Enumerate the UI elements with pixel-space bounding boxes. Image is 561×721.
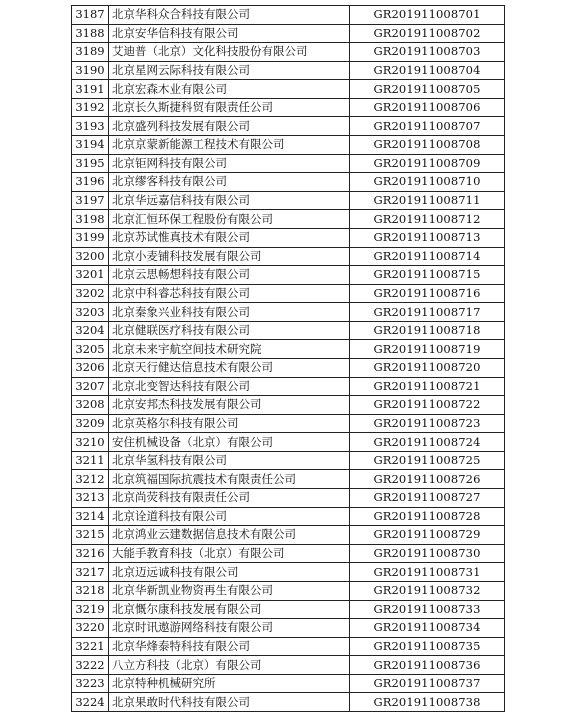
certificate-number-cell: GR201911008734 [350, 619, 505, 638]
company-name-cell: 北京安华信科技有限公司 [109, 24, 350, 43]
company-name-cell: 大能手教育科技（北京）有限公司 [109, 544, 350, 563]
company-name-cell: 北京迈远诚科技有限公司 [109, 563, 350, 582]
row-number-cell: 3224 [72, 693, 109, 712]
certificate-number-cell: GR201911008727 [350, 489, 505, 508]
company-name-cell: 艾迪普（北京）文化科技股份有限公司 [109, 43, 350, 62]
certificate-number-cell: GR201911008705 [350, 80, 505, 99]
table-row [72, 358, 505, 377]
company-name-cell: 北京长久斯捷科贸有限责任公司 [109, 98, 350, 117]
company-name-cell: 北京小麦铺科技发展有限公司 [109, 247, 350, 266]
company-name-cell: 北京云思畅想科技有限公司 [109, 266, 350, 285]
table-row [72, 98, 505, 117]
row-number-cell: 3202 [72, 284, 109, 303]
table-row [72, 80, 505, 99]
company-name-cell: 北京北变智达科技有限公司 [109, 377, 350, 396]
company-name-cell: 八立方科技（北京）有限公司 [109, 656, 350, 675]
table-row [72, 266, 505, 285]
row-number-cell: 3207 [72, 377, 109, 396]
company-name-cell: 北京中科睿芯科技有限公司 [109, 284, 350, 303]
company-name-cell: 北京钜网科技有限公司 [109, 154, 350, 173]
row-number-cell: 3188 [72, 24, 109, 43]
company-name-cell: 北京筑福国际抗震技术有限责任公司 [109, 470, 350, 489]
row-number-cell: 3210 [72, 433, 109, 452]
row-number-cell: 3197 [72, 191, 109, 210]
certificate-number-cell: GR201911008717 [350, 303, 505, 322]
row-number-cell: 3190 [72, 61, 109, 80]
company-name-cell: 北京未来宇航空间技术研究院 [109, 340, 350, 359]
table-row [72, 340, 505, 359]
table-row [72, 637, 505, 656]
certificate-number-cell: GR201911008713 [350, 228, 505, 247]
certificate-number-cell: GR201911008708 [350, 136, 505, 155]
table-row [72, 581, 505, 600]
table-row [72, 619, 505, 638]
company-name-cell: 北京诠道科技有限公司 [109, 507, 350, 526]
row-number-cell: 3194 [72, 136, 109, 155]
certificate-number-cell: GR201911008715 [350, 266, 505, 285]
table-row [72, 656, 505, 675]
table-row [72, 526, 505, 545]
table-row [72, 247, 505, 266]
company-name-cell: 北京健联医疗科技有限公司 [109, 321, 350, 340]
company-name-cell: 北京缪客科技有限公司 [109, 173, 350, 192]
certificate-number-cell: GR201911008730 [350, 544, 505, 563]
company-name-cell: 北京宏森木业有限公司 [109, 80, 350, 99]
row-number-cell: 3220 [72, 619, 109, 638]
row-number-cell: 3223 [72, 674, 109, 693]
company-name-cell: 北京苏试惟真技术有限公司 [109, 228, 350, 247]
certificate-number-cell: GR201911008714 [350, 247, 505, 266]
company-name-cell: 北京鸿业云建数据信息技术有限公司 [109, 526, 350, 545]
table-row [72, 489, 505, 508]
row-number-cell: 3216 [72, 544, 109, 563]
row-number-cell: 3217 [72, 563, 109, 582]
certificate-number-cell: GR201911008725 [350, 451, 505, 470]
row-number-cell: 3205 [72, 340, 109, 359]
row-number-cell: 3209 [72, 414, 109, 433]
table-row [72, 377, 505, 396]
table-row [72, 284, 505, 303]
certificate-number-cell: GR201911008733 [350, 600, 505, 619]
table-row [72, 414, 505, 433]
row-number-cell: 3193 [72, 117, 109, 136]
company-name-cell: 北京星网云际科技有限公司 [109, 61, 350, 80]
table-row [72, 24, 505, 43]
row-number-cell: 3200 [72, 247, 109, 266]
certificate-number-cell: GR201911008716 [350, 284, 505, 303]
certificate-number-cell: GR201911008719 [350, 340, 505, 359]
table-row [72, 191, 505, 210]
certificate-number-cell: GR201911008707 [350, 117, 505, 136]
table-row [72, 43, 505, 62]
row-number-cell: 3215 [72, 526, 109, 545]
certificate-number-cell: GR201911008710 [350, 173, 505, 192]
company-name-cell: 北京华氢科技有限公司 [109, 451, 350, 470]
certificate-number-cell: GR201911008724 [350, 433, 505, 452]
table-row [72, 136, 505, 155]
certificate-number-cell: GR201911008704 [350, 61, 505, 80]
certificate-number-cell: GR201911008732 [350, 581, 505, 600]
table-row [72, 563, 505, 582]
certificate-number-cell: GR201911008706 [350, 98, 505, 117]
row-number-cell: 3213 [72, 489, 109, 508]
certificate-number-cell: GR201911008726 [350, 470, 505, 489]
certificate-number-cell: GR201911008738 [350, 693, 505, 712]
row-number-cell: 3201 [72, 266, 109, 285]
certificate-number-cell: GR201911008718 [350, 321, 505, 340]
row-number-cell: 3219 [72, 600, 109, 619]
company-name-cell: 北京尚荧科技有限责任公司 [109, 489, 350, 508]
row-number-cell: 3218 [72, 581, 109, 600]
company-name-cell: 北京慨尔康科技发展有限公司 [109, 600, 350, 619]
company-name-cell: 北京京蒙新能源工程技术有限公司 [109, 136, 350, 155]
row-number-cell: 3214 [72, 507, 109, 526]
table-row [72, 321, 505, 340]
certificate-number-cell: GR201911008723 [350, 414, 505, 433]
certificate-number-cell: GR201911008709 [350, 154, 505, 173]
table-row [72, 693, 505, 712]
company-name-cell: 安住机械设备（北京）有限公司 [109, 433, 350, 452]
row-number-cell: 3221 [72, 637, 109, 656]
table-row [72, 6, 505, 25]
table-row [72, 173, 505, 192]
row-number-cell: 3212 [72, 470, 109, 489]
row-number-cell: 3208 [72, 396, 109, 415]
row-number-cell: 3204 [72, 321, 109, 340]
row-number-cell: 3187 [72, 6, 109, 25]
table-row [72, 544, 505, 563]
table-row [72, 674, 505, 693]
row-number-cell: 3198 [72, 210, 109, 229]
company-name-cell: 北京汇恒环保工程股份有限公司 [109, 210, 350, 229]
certificate-number-cell: GR201911008703 [350, 43, 505, 62]
certificate-number-cell: GR201911008729 [350, 526, 505, 545]
table-row [72, 117, 505, 136]
company-name-cell: 北京秦象兴业科技有限公司 [109, 303, 350, 322]
certificate-number-cell: GR201911008712 [350, 210, 505, 229]
certificate-table [71, 5, 505, 712]
table-row [72, 154, 505, 173]
row-number-cell: 3211 [72, 451, 109, 470]
certificate-number-cell: GR201911008720 [350, 358, 505, 377]
company-name-cell: 北京华科众合科技有限公司 [109, 6, 350, 25]
company-name-cell: 北京盛列科技发展有限公司 [109, 117, 350, 136]
table-row [72, 61, 505, 80]
row-number-cell: 3203 [72, 303, 109, 322]
certificate-number-cell: GR201911008702 [350, 24, 505, 43]
table-row [72, 228, 505, 247]
certificate-number-cell: GR201911008736 [350, 656, 505, 675]
table-row [72, 210, 505, 229]
row-number-cell: 3191 [72, 80, 109, 99]
table-row [72, 433, 505, 452]
certificate-number-cell: GR201911008728 [350, 507, 505, 526]
company-name-cell: 北京华新凯业物资再生有限公司 [109, 581, 350, 600]
row-number-cell: 3199 [72, 228, 109, 247]
row-number-cell: 3196 [72, 173, 109, 192]
certificate-number-cell: GR201911008731 [350, 563, 505, 582]
company-name-cell: 北京特种机械研究所 [109, 674, 350, 693]
row-number-cell: 3189 [72, 43, 109, 62]
table-row [72, 303, 505, 322]
row-number-cell: 3195 [72, 154, 109, 173]
row-number-cell: 3206 [72, 358, 109, 377]
table-row [72, 470, 505, 489]
company-name-cell: 北京时讯遨游网络科技有限公司 [109, 619, 350, 638]
company-name-cell: 北京安邦杰科技发展有限公司 [109, 396, 350, 415]
certificate-number-cell: GR201911008735 [350, 637, 505, 656]
certificate-number-cell: GR201911008737 [350, 674, 505, 693]
row-number-cell: 3192 [72, 98, 109, 117]
certificate-number-cell: GR201911008711 [350, 191, 505, 210]
certificate-number-cell: GR201911008701 [350, 6, 505, 25]
table-row [72, 396, 505, 415]
company-name-cell: 北京天行健达信息技术有限公司 [109, 358, 350, 377]
company-name-cell: 北京华远嘉信科技有限公司 [109, 191, 350, 210]
certificate-number-cell: GR201911008722 [350, 396, 505, 415]
row-number-cell: 3222 [72, 656, 109, 675]
company-name-cell: 北京华烽泰特科技有限公司 [109, 637, 350, 656]
certificate-number-cell: GR201911008721 [350, 377, 505, 396]
table-row [72, 451, 505, 470]
table-row [72, 507, 505, 526]
table-row [72, 600, 505, 619]
company-name-cell: 北京果敢时代科技有限公司 [109, 693, 350, 712]
table-body [72, 6, 505, 712]
company-name-cell: 北京英格尔科技有限公司 [109, 414, 350, 433]
